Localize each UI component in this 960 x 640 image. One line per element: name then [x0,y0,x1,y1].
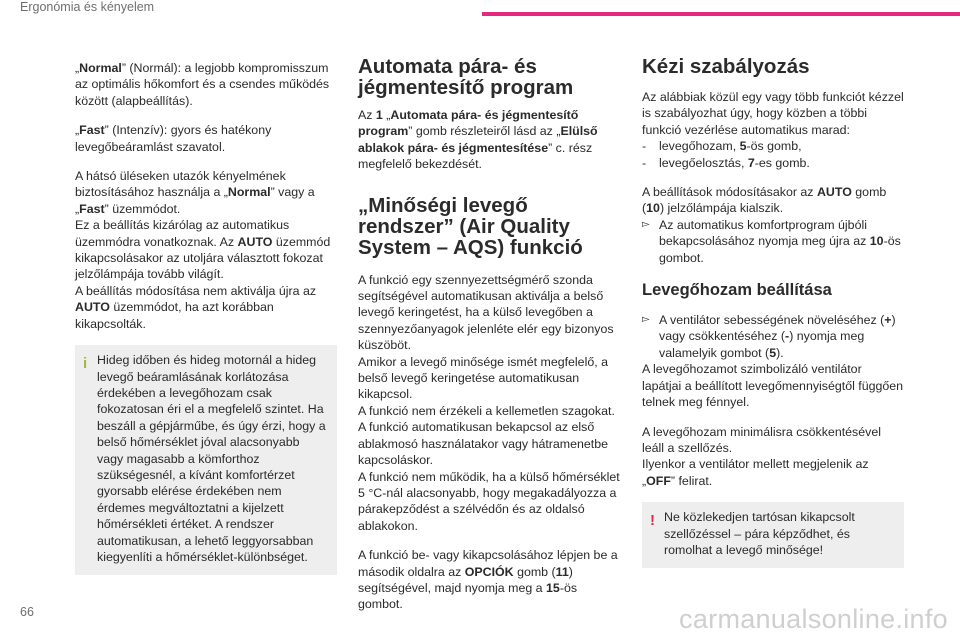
paragraph-normal-mode: „Normal” (Normál): a legjobb kompromisszum az optimális hőkomfort és a csendes működés között (alapbeállítás). [75,61,330,108]
warning-note-box [642,502,904,568]
paragraph-min-airflow: A levegőhozam minimálisra csökkentésével leáll a szellőzés. Ilyenkor a ventilátor mellett megjelenik az „OFF” felirat. [642,424,881,488]
section-title: Ergonómia és kényelem [20,0,155,14]
column-3 [642,56,904,568]
arrow-bullet-icon: ▻ [642,218,650,230]
watermark: carmanualsonline.info [679,604,948,634]
bullet-reenable-auto: ▻ Az automatikus komfortprogram újbóli bekapcsolásához nyomja meg újra az 10-ös gombot. [642,217,901,265]
warning-note-text: Ne közlekedjen tartósan kikapcsolt szellőzéssel – pára képződhet, és romolhat a levegő minősége! [664,510,855,557]
info-icon: i [83,355,88,373]
warning-icon: ! [650,512,655,530]
list-item: - levegőhozam, 5-ös gomb, [642,139,802,154]
paragraph-auto-defrost: Az 1 „Automata pára- és jégmentesítő program” gomb részleteiről lásd az „Elülső ablakok pára- és jégmentesítése” c. rész megfelelő bekezdését. [358,108,598,172]
heading-aqs: „Minőségi levegő rendszer” (Air Quality System – AQS) funkció [358,193,583,259]
info-note-box [75,345,337,575]
info-note-text: Hideg időben és hideg motornál a hideg levegő beáramlásának korlátozása érdekében a levegőhozam csak fokozatosan éri el a megfelelő szintet. Ha beszáll a gépjárműbe, és úgy érzi, hogy a belső hőmérséklet jóval alacsonyabb vagy magasabb a kömforthoz szükségesnél, a kívánt komfortérzet gyorsabb elérése érdekében nem érdemes megváltoztatni a kijelzett hőmérsékleti értéket. A rendszer automatikusan, a lehető leggyorsabban kiegyenlíti a hőmérséklet-különbséget. [97,353,326,564]
paragraph-aqs-toggle: A funkció be- vagy kikapcsolásához lépjen be a második oldalra az OPCIÓK gomb (11) segítségével, majd nyomja meg a 15-ös gombot. [358,548,618,612]
paragraph-rear-comfort: A hátsó üléseken utazók kényelmének biztosításához használja a „Normal” vagy a „Fast” üzemmódot. Ez a beállítás kizárólag az automatikus üzemmódra vonatkoznak. Az AUTO üzemmód kikapcsolásakor az utoljára választott fokozat jelzőlámpája tovább világít. A beállítás módosítása nem aktiválja újra az AUTO üzemmódot, ha azt korábban kikapcsolták. [75,169,331,331]
paragraph-auto-light-off: A beállítások módosításakor az AUTO gomb (10) jelzőlámpája kialszik. [642,185,887,216]
list-item: - levegőelosztás, 7-es gomb. [642,155,810,170]
heading-manual-control: Kézi szabályozás [642,55,810,78]
bullet-fan-speed: ▻ A ventilátor sebességének növeléséhez (+) vagy csökkentéséhez (-) nyomja meg valamelyik gombot (5). [642,313,896,360]
paragraph-aqs: A funkció egy szennyezettségmérő szonda segítségével automatikusan aktiválja a belső levegő keringetést, ha a külső levegőben a szennyezőanyagok jelenléte elér egy bizonyos küszöböt. Amikor a levegő minősége ismét megfelelő, a belső levegő keringetése automatikusan kikapcsol. A funkció nem érzékeli a kellemetlen szagokat. A funkció automatikusan bekapcsol az első ablakmosó használatakor vagy hátramenetbe kapcsoláskor. A funkció nem működik, ha a külső hőmérséklet 5 °C-nál alacsonyabb, hogy megakadályozza a párakepződést a szélvédőn és az oldalsó ablakokon. [358,272,620,533]
page-number: 66 [20,605,34,619]
column-1 [75,60,337,575]
paragraph-manual-intro: Az alábbiak közül egy vagy több funkciót kézzel is szabályozhat úgy, hogy közben a többi funkció vezérlése automatikus marad: [642,90,904,137]
paragraph-fast-mode: „Fast” (Intenzív): gyors és hatékony levegőbeáramlást szavatol. [75,123,272,154]
manual-function-list [642,138,904,171]
heading-auto-defrost: Automata pára- és jégmentesítő program [358,55,574,99]
heading-airflow: Levegőhozam beállítása [642,281,832,300]
column-2 [358,56,620,626]
section-accent-bar [482,12,960,16]
paragraph-fan-blades: A levegőhozamot szimbolizáló ventilátor lapátjai a beállított levegőmennyiségtől függően telnek meg fénnyel. [642,362,904,410]
arrow-bullet-icon: ▻ [642,314,650,326]
